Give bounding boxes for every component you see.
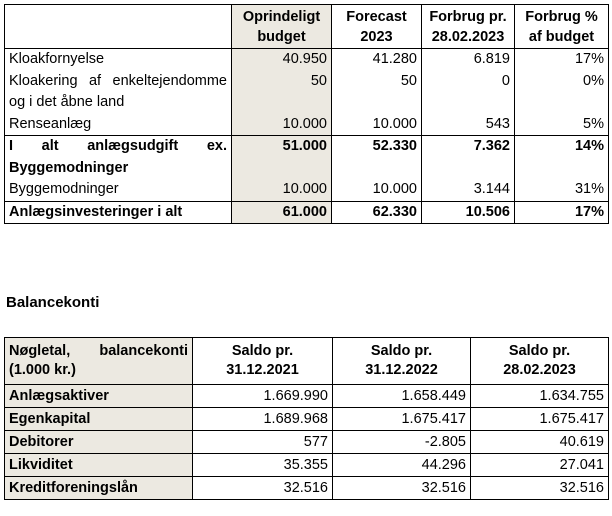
cell-value: 31% [515,179,609,201]
cell-value: 50 [232,71,332,114]
cell-value: 51.000 [232,136,332,180]
row-label: Kreditforeningslån [5,477,193,500]
cell-value: 1.675.417 [471,408,609,431]
cell-value: 1.675.417 [333,408,471,431]
cell-value: 32.516 [193,477,333,500]
cell-value: 27.041 [471,454,609,477]
cell-value: 44.296 [333,454,471,477]
cell-value: 32.516 [471,477,609,500]
cell-value: 10.506 [422,201,515,224]
header-cell-empty [5,5,232,49]
table-row [5,114,609,136]
header-forecast: Forecast 2023 [332,5,422,49]
table-row [5,49,609,71]
balance-table [4,337,609,500]
table-row [5,385,609,408]
cell-value: 17% [515,201,609,224]
header-original-budget: Oprindeligt budget [232,5,332,49]
header-consumption: Forbrug pr. 28.02.2023 [422,5,515,49]
row-label: Renseanlæg [5,114,232,136]
cell-value: 35.355 [193,454,333,477]
cell-value: 1.689.968 [193,408,333,431]
cell-value: 40.619 [471,431,609,454]
cell-value: 10.000 [232,179,332,201]
header-balance-2022: Saldo pr. 31.12.2022 [333,338,471,385]
header-consumption-pct: Forbrug % af budget [515,5,609,49]
row-label: Debitorer [5,431,193,454]
cell-value: 3.144 [422,179,515,201]
header-balance-2023: Saldo pr. 28.02.2023 [471,338,609,385]
cell-value: 1.658.449 [333,385,471,408]
row-label: Byggemodninger [5,179,232,201]
cell-value: 40.950 [232,49,332,71]
investment-header-row [5,5,609,49]
cell-value: 0 [422,71,515,114]
cell-value: 543 [422,114,515,136]
table-row [5,454,609,477]
table-row [5,408,609,431]
cell-value: 52.330 [332,136,422,180]
table-row [5,179,609,201]
table-row [5,477,609,500]
cell-value: 32.516 [333,477,471,500]
cell-value: 7.362 [422,136,515,180]
cell-value: 10.000 [332,179,422,201]
table-row [5,71,609,114]
table-row [5,431,609,454]
cell-value: 5% [515,114,609,136]
cell-value: 62.330 [332,201,422,224]
cell-value: 10.000 [232,114,332,136]
subtotal-row [5,136,609,180]
cell-value: 41.280 [332,49,422,71]
row-label: I alt anlægsudgift ex. Byggemodninger [5,136,232,180]
investment-table [4,4,609,224]
row-label: Anlægsaktiver [5,385,193,408]
cell-value: 14% [515,136,609,180]
cell-value: 0% [515,71,609,114]
header-key-figures: Nøgletal, balancekonti (1.000 kr.) [5,338,193,385]
cell-value: 50 [332,71,422,114]
row-label: Egenkapital [5,408,193,431]
header-balance-2021: Saldo pr. 31.12.2021 [193,338,333,385]
cell-value: -2.805 [333,431,471,454]
total-row [5,201,609,224]
cell-value: 10.000 [332,114,422,136]
row-label: Likviditet [5,454,193,477]
cell-value: 6.819 [422,49,515,71]
row-label: Kloakering af enkeltejendomme og i det åbne land [5,71,232,114]
cell-value: 1.669.990 [193,385,333,408]
row-label: Anlægsinvesteringer i alt [5,201,232,224]
cell-value: 17% [515,49,609,71]
balance-header-row [5,338,609,385]
cell-value: 577 [193,431,333,454]
section-heading: Balancekonti [6,294,100,311]
cell-value: 61.000 [232,201,332,224]
row-label: Kloakfornyelse [5,49,232,71]
cell-value: 1.634.755 [471,385,609,408]
